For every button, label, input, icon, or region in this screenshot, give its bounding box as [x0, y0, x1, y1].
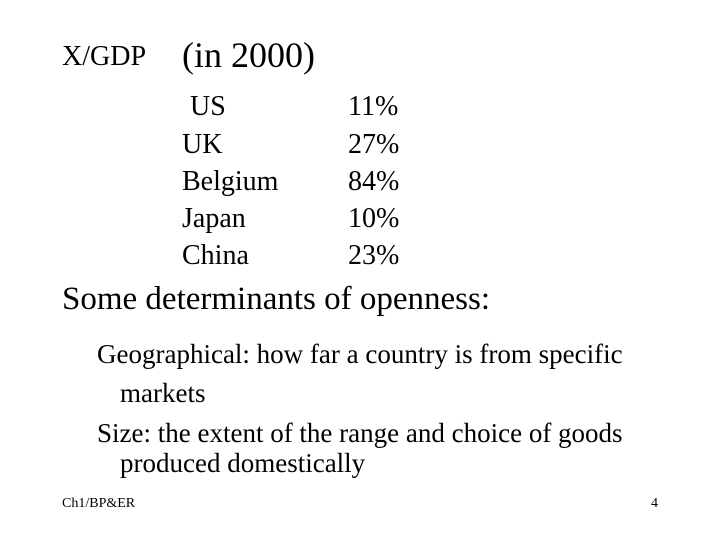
determinant-geographical: Geographical: how far a country is from specific [97, 339, 623, 369]
country-china: China [182, 240, 249, 271]
country-japan: Japan [182, 203, 246, 234]
title-metric: X/GDP [62, 41, 147, 72]
country-uk: UK [182, 129, 223, 160]
determinant-size-cont: produced domestically [120, 448, 366, 478]
section-heading: Some determinants of openness: [62, 281, 491, 317]
value-us: 11% [348, 91, 399, 122]
determinant-geographical-cont: markets [120, 378, 206, 408]
country-belgium: Belgium [182, 166, 279, 197]
country-us: US [190, 91, 226, 122]
value-china: 23% [348, 240, 400, 271]
title-year: (in 2000) [182, 35, 315, 75]
value-uk: 27% [348, 129, 400, 160]
value-belgium: 84% [348, 166, 400, 197]
determinant-size: Size: the extent of the range and choice of goods [97, 418, 623, 448]
page-number: 4 [651, 496, 658, 511]
value-japan: 10% [348, 203, 400, 234]
footer-label: Ch1/BP&ER [62, 496, 136, 511]
